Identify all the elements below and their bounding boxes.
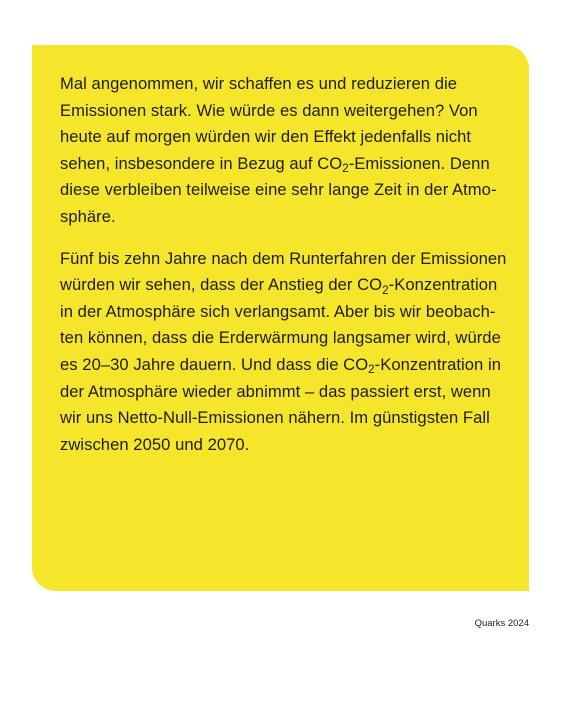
text-line: der Atmosphäre wieder abnimmt – das passiert erst, wenn bbox=[60, 381, 491, 401]
text-segment: sehen, insbesondere in Bezug auf CO bbox=[60, 153, 343, 173]
paragraph-1 bbox=[60, 71, 509, 231]
text-line: in der Atmosphäre sich verlangsamt. Aber bis wir beobach- bbox=[60, 301, 496, 321]
text-segment: würden wir sehen, dass der Anstieg der CO bbox=[60, 275, 383, 295]
text-line: ten können, dass die Erderwärmung langsamer wird, würde bbox=[60, 328, 501, 348]
source-credit: Quarks 2024 bbox=[474, 618, 529, 629]
text-line bbox=[60, 272, 509, 299]
subscript-2: 2 bbox=[342, 162, 349, 176]
subscript-2: 2 bbox=[382, 283, 389, 297]
text-line bbox=[60, 151, 509, 178]
paragraph-2 bbox=[60, 246, 509, 459]
text-segment: es 20–30 Jahre dauern. Und dass die CO bbox=[60, 354, 369, 374]
text-line: Mal angenommen, wir schaffen es und reduzieren die bbox=[60, 74, 457, 93]
subscript-2: 2 bbox=[368, 363, 375, 377]
text-line: Fünf bis zehn Jahre nach dem Runterfahren der Emissionen bbox=[60, 248, 507, 268]
text-line: diese verbleiben teilweise eine sehr lange Zeit in der Atmo- bbox=[60, 180, 497, 200]
info-card bbox=[32, 45, 529, 591]
text-line: heute auf morgen würden wir den Effekt jedenfalls nicht bbox=[60, 127, 472, 147]
text-line: wir uns Netto-Null-Emissionen nähern. Im günstigsten Fall bbox=[60, 408, 490, 428]
text-segment: -Konzentration in bbox=[374, 354, 501, 374]
text-segment: -Emissionen. Denn bbox=[348, 153, 490, 173]
text-line bbox=[60, 352, 509, 379]
text-line: sphäre. bbox=[60, 206, 116, 226]
text-line: zwischen 2050 und 2070. bbox=[60, 434, 250, 454]
text-line: Emissionen stark. Wie würde es dann weitergehen? Von bbox=[60, 100, 478, 120]
text-segment: -Konzentration bbox=[388, 275, 498, 295]
